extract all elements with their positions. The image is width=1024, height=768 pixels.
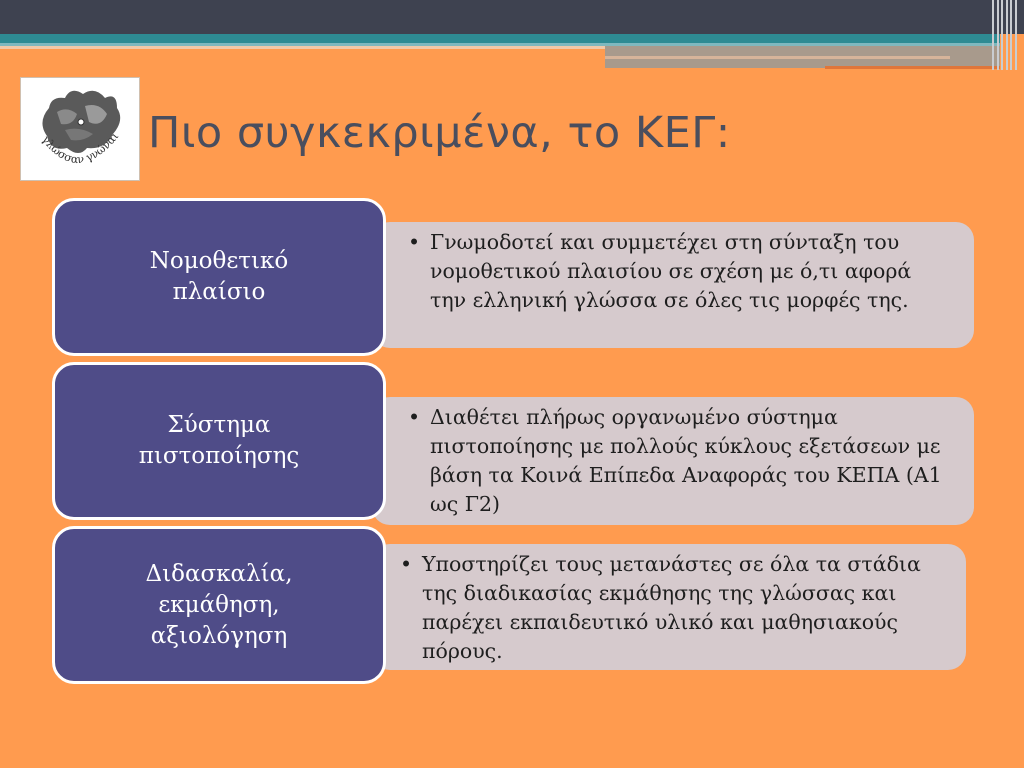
header-teal-band bbox=[0, 34, 1000, 43]
description-text-1: • Γνωμοδοτεί και συμμετέχει στη σύνταξη του νομοθετικού πλαισίου σε σχέση με ό,τι αφορά την ελληνική γλώσσα σε όλες τις μορφές της. bbox=[430, 228, 944, 315]
header-dark-band bbox=[0, 0, 1024, 34]
page-title: Πιο συγκεκριμένα, το ΚΕΓ: bbox=[148, 108, 731, 158]
logo bbox=[20, 77, 140, 181]
description-panel-3 bbox=[372, 544, 966, 670]
globe-logo-icon bbox=[21, 78, 139, 180]
category-box-3 bbox=[52, 526, 386, 684]
header-light-line bbox=[0, 46, 605, 49]
category-label-2: Σύστημα πιστοποίησης bbox=[138, 412, 300, 469]
description-panel-2 bbox=[372, 397, 974, 525]
header-vertical-bars bbox=[990, 0, 1024, 70]
header-orange-line bbox=[825, 66, 1000, 69]
category-box-1 bbox=[52, 198, 386, 356]
description-text-3: • Υποστηρίζει τους μετανάστες σε όλα τα στάδια της διαδικασίας εκμάθησης της γλώσσας και παρέχει εκπαιδευτικό υλικό και μαθησιακούς πόρους. bbox=[422, 550, 936, 666]
logo-caption: γλώσσαν γνώναι bbox=[39, 129, 122, 167]
header-gray-line bbox=[605, 56, 950, 59]
description-text-2: • Διαθέτει πλήρως οργανωμένο σύστημα πιστοποίησης με πολλούς κύκλους εξετάσεων με βάση τα Κοινά Επίπεδα Αναφοράς του ΚΕΠΑ (Α1 ως Γ2) bbox=[430, 403, 944, 519]
category-label-1: Νομοθετικό πλαίσιο bbox=[149, 248, 289, 305]
category-box-2 bbox=[52, 362, 386, 520]
category-label-3: Διδασκαλία, εκμάθηση, αξιολόγηση bbox=[145, 560, 293, 649]
description-panel-1 bbox=[372, 222, 974, 348]
